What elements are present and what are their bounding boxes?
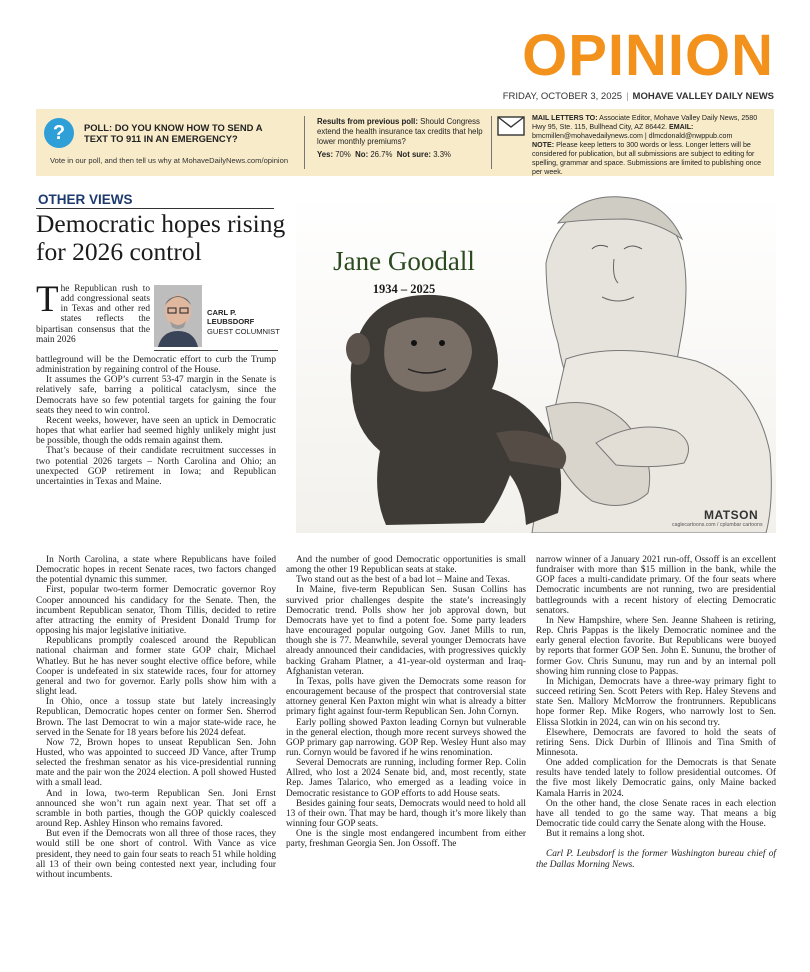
- paragraph: In Maine, five-term Republican Sen. Susan Collins has survived prior challenges despite the state’s increasingly Democratic trend. Polls show her job approval down, but Democrats have yet to find a potent foe. Some party leaders have encouraged popular outgoing Gov. Janet Mills to run, though she is 77. Meanwhile, several younger Democrats have already announced their candidacies, with progressives quickly backing Graham Platner, a 41-year-old oysterman and Iraq-Afghanistan veteran.: [286, 585, 526, 677]
- envelope-icon: [497, 116, 525, 136]
- section-kicker: OTHER VIEWS: [38, 192, 133, 207]
- paragraph: But even if the Democrats won all three of those races, they would still be one short of control. With Vance as vice president, they need to gain four seats to reach 51 while holding all 13 of their own being contested next year, including four without incumbents.: [36, 829, 276, 880]
- paragraph: That’s because of their candidate recruitment successes in two potential 2026 targets – North Carolina and Ohio; an unexpected GOP retirement in Iowa; and Republican uncertainties in Texas and Maine.: [36, 446, 276, 487]
- email-address[interactable]: bmcmillen@mohavedailynews.com | dlmcdonald@nwppub.com: [532, 132, 733, 140]
- byline-rule: [154, 350, 278, 351]
- poll-question: POLL: DO YOU KNOW HOW TO SEND A TEXT TO 911 IN AN EMERGENCY?: [84, 122, 263, 144]
- article-column-2: [286, 555, 526, 850]
- paragraph: First, popular two-term former Democratic governor Roy Cooper announced his candidacy for the Senate. Then, the incumbent Republican senator, Thom Tillis, decided to retire after attracting the enmity of President Donald Trump for opposing his major legislative initiative.: [36, 585, 276, 637]
- note-label: NOTE:: [532, 141, 555, 149]
- paragraph: narrow winner of a January 2021 run-off, Ossoff is an excellent fundraiser with more than $15 million in the bank, while the GOP faces a multi-candidate primary. Of the four seats where Democratic incumbents are not running, two are presidential battlegrounds with a recent history of electing Democratic senators.: [536, 555, 776, 616]
- mail-label: MAIL LETTERS TO:: [532, 114, 598, 122]
- dateline: FRIDAY, OCTOBER 3, 2025 | MOHAVE VALLEY DAILY NEWS: [502, 91, 774, 102]
- paragraph: Early polling showed Paxton leading Cornyn but vulnerable in the general election, though more recent surveys showed the GOP primary gap narrowing. GOP Rep. Wesley Hunt also may run. Cornyn would be favored if he wins renomination.: [286, 717, 526, 758]
- paragraph: In Ohio, once a tossup state but lately increasingly Republican, Democratic hopes center on former Sen. Sherrod Brown. The last Democrat to win a major state-wide race, he served in the Senate for 18 years before his 2024 defeat.: [36, 697, 276, 738]
- paragraph: In North Carolina, a state where Republicans have foiled Democratic hopes in recent Senate races, two factors changed the potential dynamic this summer.: [36, 555, 276, 586]
- results-label: Results from previous poll:: [317, 117, 418, 126]
- mail-address: Associate Editor, Mohave Valley Daily News, 2580 Hwy 95, Ste. 115, Bullhead City, AZ 86442.: [532, 114, 758, 131]
- article-headline: Democratic hopes rising for 2026 control: [36, 209, 286, 266]
- paper-name: MOHAVE VALLEY DAILY NEWS: [632, 91, 774, 102]
- section-title: OPINION: [522, 23, 774, 88]
- issue-date: FRIDAY, OCTOBER 3, 2025: [502, 91, 623, 102]
- author-role: GUEST COLUMNIST: [207, 327, 280, 336]
- paragraph: It assumes the GOP’s current 53-47 margin in the Senate is relatively safe, barring a political cataclysm, since the Democrats have so few potential targets for gaining the four seats they need to win control.: [36, 375, 276, 416]
- paragraph: On the other hand, the close Senate races in each election have all tended to go the same way. That means a big Democratic tide could carry the Senate along with the House.: [536, 798, 776, 830]
- artist-signature: MATSON: [704, 508, 759, 522]
- info-bar: [36, 109, 774, 176]
- paragraph: Besides gaining four seats, Democrats would need to hold all 13 of their own. That may be hard, though it’s more likely than winning four GOP seats.: [286, 798, 526, 830]
- paragraph: Two stand out as the best of a bad lot – Maine and Texas.: [296, 575, 510, 586]
- yes-value: 70%: [335, 150, 351, 159]
- paragraph: battleground will be the Democratic effort to curb the Trump administration by regaining control of the House.: [36, 355, 276, 376]
- paragraph: In New Hampshire, where Sen. Jeanne Shaheen is retiring, Rep. Chris Pappas is the likely Democratic nominee and the early general election favorite. But Republicans were buoyed by reports that former GOP Sen. John E. Sununu, the brother of former Gov. Chris Sununu, may run and by an internal poll showing him running close to Pappas.: [536, 615, 776, 677]
- intro-text: he Republican rush to add congressional seats in Texas and other red states reflects the bipartisan consensus that the main 2026: [36, 284, 150, 345]
- paragraph: Republicans promptly coalesced around the Republican national chairman and former state GOP chair, Michael Whatley. But he has never sought elective office before, while Cooper is undefeated in six statewide races, four for attorney general and two for governor. Early polls show him with a slight lead.: [36, 636, 276, 698]
- paragraph: In Michigan, Democrats have a three-way primary fight to succeed retiring Sen. Scott Peters with Rep. Haley Stevens and state Sen. Mallory McMorrow the frontrunners. Republicans hope former Rep. Mike Rogers, who narrowly lost to Sen. Elissa Slotkin in 2024, can win on his second try.: [536, 676, 776, 728]
- paragraph: Elsewhere, Democrats are favored to hold the seats of retiring Sens. Dick Durbin of Illinois and Tina Smith of Minnesota.: [536, 727, 776, 758]
- poll-note: Vote in our poll, and then tell us why at MohaveDailyNews.com/opinion: [50, 156, 289, 165]
- no-label: No:: [355, 150, 369, 159]
- poll-results: [317, 117, 492, 160]
- article-column-1: [36, 555, 276, 880]
- paragraph: Recent weeks, however, have seen an uptick in Democratic hopes that what earlier had seemed highly unlikely might just be possible, though the odds remain against them.: [36, 415, 276, 447]
- results-tally: [317, 150, 492, 160]
- cartoon-years: 1934 – 2025: [372, 282, 436, 296]
- yes-label: Yes:: [317, 150, 334, 159]
- not-sure-value: 3.3%: [433, 150, 451, 159]
- editorial-cartoon: [296, 193, 776, 533]
- cartoon-credit: caglecartoons.com / cplumbar cartoons: [672, 522, 763, 528]
- paragraph: And in Iowa, two-term Republican Sen. Joni Ernst announced she won’t run again next year. That set off a scramble in both parties, though the GOP quickly coalesced around Rep. Ashley Hinson who remains favored.: [36, 788, 276, 830]
- author-name: CARL P. LEUBSDORF: [207, 308, 255, 326]
- no-value: 26.7%: [370, 150, 393, 159]
- paragraph: In Texas, polls have given the Democrats some reason for encouragement because of the prospect that controversial state attorney general Ken Paxton might win what is already a bitter primary fight against four-term Republican Sen. John Cornyn.: [286, 676, 526, 718]
- results-question: Should Congress extend the health insurance tax credits that help lower monthly premiums?: [317, 117, 483, 146]
- paragraph: But it remains a long shot.: [546, 829, 645, 840]
- article-intro: [36, 279, 150, 345]
- divider: [491, 116, 492, 169]
- paragraph: Several Democrats are running, including former Rep. Colin Allred, who lost a 2024 Senate bid, and, most recently, state Rep. James Talarico, who emerged as a leading voice in Democratic resistance to GOP efforts to add House seats.: [286, 758, 526, 799]
- drop-cap: T: [36, 279, 59, 320]
- note-text: Please keep letters to 300 words or less. Longer letters will be considered for publication, but all submissions are subject to editing for spelling, grammar and space. Submissions are limited to publishing once per week.: [532, 141, 762, 176]
- question-mark-icon: ?: [44, 118, 74, 148]
- paragraph: One is the single most endangered incumbent from either party, freshman Georgia Sen. Jon Ossoff. The: [286, 829, 526, 850]
- not-sure-label: Not sure:: [396, 150, 432, 159]
- divider: [304, 116, 305, 169]
- article-column-top: [36, 355, 276, 487]
- author-tagline: Carl P. Leubsdorf is the former Washington bureau chief of the Dallas Morning News.: [536, 849, 776, 870]
- cartoon-title: Jane Goodall: [333, 246, 475, 276]
- email-label: EMAIL:: [668, 123, 694, 131]
- mail-letters: [532, 114, 772, 177]
- paragraph: Now 72, Brown hopes to unseat Republican Sen. John Husted, who was appointed to succeed JD Vance, after Trump selected the freshman senator as his vice-presidential running mate and the pair won the 2024 election. A poll showed Husted with a small lead.: [36, 737, 276, 789]
- paragraph: And the number of good Democratic opportunities is small among the other 19 Republican seats at stake.: [286, 555, 526, 576]
- article-column-3: [536, 555, 776, 870]
- paragraph: One added complication for the Democrats is that Senate results have tended lately to follow presidential outcomes. Of the five most likely Democratic gains, only Maine backed Kamala Harris in 2024.: [536, 758, 776, 799]
- author-photo: [154, 285, 202, 347]
